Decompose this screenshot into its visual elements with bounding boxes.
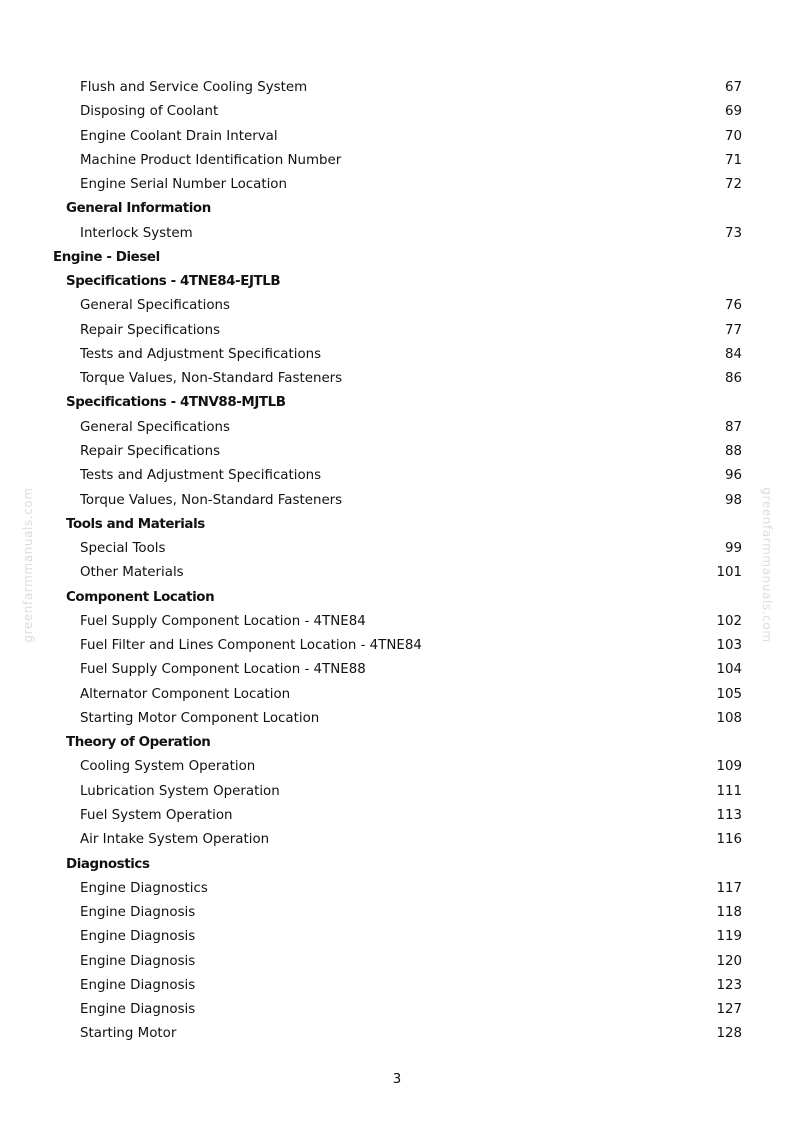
toc-entry-title: Fuel System Operation bbox=[80, 807, 233, 823]
toc-entry-page: 113 bbox=[716, 807, 742, 823]
toc-entry-title: Torque Values, Non-Standard Fasteners bbox=[80, 371, 343, 387]
toc-entry-page: 105 bbox=[716, 686, 742, 702]
toc-entry-title: Air Intake System Operation bbox=[80, 832, 270, 848]
toc-entry[interactable] bbox=[0, 707, 794, 731]
toc-entry-page: 86 bbox=[724, 371, 742, 387]
toc-section-heading bbox=[0, 270, 794, 294]
toc-entry[interactable] bbox=[0, 804, 794, 828]
toc-entry-title: Specifications - 4TNE84-EJTLB bbox=[66, 274, 281, 290]
toc-entry-title: Tools and Materials bbox=[66, 516, 205, 532]
watermark-right: greenfarmmanuals.com bbox=[760, 487, 774, 643]
toc-entry-page: 69 bbox=[724, 104, 742, 120]
toc-entry[interactable] bbox=[0, 173, 794, 197]
toc-entry[interactable] bbox=[0, 149, 794, 173]
toc-entry[interactable] bbox=[0, 561, 794, 585]
toc-entry[interactable] bbox=[0, 464, 794, 488]
toc-entry[interactable] bbox=[0, 683, 794, 707]
toc-entry-page: 77 bbox=[724, 322, 742, 338]
toc-entry[interactable] bbox=[0, 877, 794, 901]
toc-entry-page: 111 bbox=[716, 783, 742, 799]
toc-entry-page: 116 bbox=[716, 832, 742, 848]
toc-entry-title: Component Location bbox=[66, 589, 215, 605]
toc-entry[interactable] bbox=[0, 755, 794, 779]
toc-entry-page: 84 bbox=[724, 346, 742, 362]
toc-entry-page: 108 bbox=[716, 710, 742, 726]
toc-entry[interactable] bbox=[0, 634, 794, 658]
toc-entry-title: Fuel Supply Component Location - 4TNE88 bbox=[80, 662, 366, 678]
toc-entry-page: 103 bbox=[716, 638, 742, 654]
watermark-left: greenfarmmanuals.com bbox=[21, 487, 35, 643]
toc-entry-title: Cooling System Operation bbox=[80, 759, 256, 775]
toc-entry-title: Other Materials bbox=[80, 565, 184, 581]
toc-entry-page: 127 bbox=[716, 1002, 742, 1018]
toc-entry[interactable] bbox=[0, 222, 794, 246]
toc-entry-page: 101 bbox=[716, 565, 742, 581]
toc-entry-title: Tests and Adjustment Specifications bbox=[80, 346, 322, 362]
toc-entry-title: Diagnostics bbox=[66, 856, 150, 872]
toc-entry-title: Engine - Diesel bbox=[53, 249, 160, 265]
toc-entry-title: Engine Serial Number Location bbox=[80, 177, 287, 193]
toc-entry[interactable] bbox=[0, 610, 794, 634]
toc-entry[interactable] bbox=[0, 901, 794, 925]
toc-entry-page: 102 bbox=[716, 613, 742, 629]
toc-entry-page: 104 bbox=[716, 662, 742, 678]
toc-entry-title: Special Tools bbox=[80, 541, 166, 557]
toc-entry-page: 72 bbox=[724, 177, 742, 193]
toc-section-heading bbox=[0, 586, 794, 610]
toc-entry[interactable] bbox=[0, 416, 794, 440]
toc-entry-title: Lubrication System Operation bbox=[80, 783, 280, 799]
toc-entry-title: General Specifications bbox=[80, 298, 230, 314]
toc-entry-title: General Information bbox=[66, 201, 211, 217]
toc-entry-page: 117 bbox=[716, 880, 742, 896]
toc-entry[interactable] bbox=[0, 537, 794, 561]
toc-entry[interactable] bbox=[0, 489, 794, 513]
toc-entry-title: Engine Diagnostics bbox=[80, 880, 208, 896]
toc-entry[interactable] bbox=[0, 343, 794, 367]
toc-entry[interactable] bbox=[0, 658, 794, 682]
toc-entry-page: 67 bbox=[724, 80, 742, 95]
toc-entry-title: Fuel Supply Component Location - 4TNE84 bbox=[80, 613, 366, 629]
toc-entry-title: Flush and Service Cooling System bbox=[80, 80, 308, 95]
toc-entry-page: 96 bbox=[724, 468, 742, 484]
toc-entry-title: Torque Values, Non-Standard Fasteners bbox=[80, 492, 343, 508]
toc-entry-title: Engine Diagnosis bbox=[80, 905, 196, 921]
toc-entry-page: 73 bbox=[724, 225, 742, 241]
toc-entry-page: 123 bbox=[716, 977, 742, 993]
toc-entry-page: 109 bbox=[716, 759, 742, 775]
toc-entry[interactable] bbox=[0, 925, 794, 949]
toc-entry-title: Starting Motor bbox=[80, 1026, 177, 1042]
toc-section-heading bbox=[0, 731, 794, 755]
toc-entry-title: Engine Diagnosis bbox=[80, 929, 196, 945]
toc-entry-page: 118 bbox=[716, 905, 742, 921]
toc-entry-title: Tests and Adjustment Specifications bbox=[80, 468, 322, 484]
toc-entry-title: Repair Specifications bbox=[80, 443, 221, 459]
toc-entry-title: Alternator Component Location bbox=[80, 686, 291, 702]
toc-entry[interactable] bbox=[0, 974, 794, 998]
toc-entry-page: 70 bbox=[724, 128, 742, 144]
toc-entry-page: 98 bbox=[724, 492, 742, 508]
toc-entry-title: Engine Diagnosis bbox=[80, 953, 196, 969]
toc-entry-page: 76 bbox=[724, 298, 742, 314]
toc-entry-page: 71 bbox=[724, 152, 742, 168]
toc-entry-title: Starting Motor Component Location bbox=[80, 710, 320, 726]
toc-entry[interactable] bbox=[0, 76, 794, 100]
toc-entry-title: Engine Diagnosis bbox=[80, 977, 196, 993]
toc-entry-title: Specifications - 4TNV88-MJTLB bbox=[66, 395, 286, 411]
toc-entry[interactable] bbox=[0, 125, 794, 149]
toc-entry[interactable] bbox=[0, 294, 794, 318]
toc-entry-title: Repair Specifications bbox=[80, 322, 221, 338]
toc-entry-title: Engine Coolant Drain Interval bbox=[80, 128, 278, 144]
toc-entry-page: 119 bbox=[716, 929, 742, 945]
toc-entry-page: 128 bbox=[716, 1026, 742, 1042]
toc-entry[interactable] bbox=[0, 780, 794, 804]
toc-section-heading bbox=[0, 246, 794, 270]
toc-entry[interactable] bbox=[0, 950, 794, 974]
toc-entry-page: 87 bbox=[724, 419, 742, 435]
toc-section-heading bbox=[0, 853, 794, 877]
toc-section-heading bbox=[0, 197, 794, 221]
toc-entry-page: 88 bbox=[724, 443, 742, 459]
toc-entry-title: General Specifications bbox=[80, 419, 230, 435]
toc-entry-page: 120 bbox=[716, 953, 742, 969]
toc-entry[interactable] bbox=[0, 367, 794, 391]
table-of-contents bbox=[0, 76, 794, 1047]
toc-entry-title: Engine Diagnosis bbox=[80, 1002, 196, 1018]
toc-entry[interactable] bbox=[0, 998, 794, 1022]
toc-entry[interactable] bbox=[0, 1022, 794, 1046]
toc-entry-title: Theory of Operation bbox=[66, 735, 211, 751]
toc-section-heading bbox=[0, 391, 794, 415]
toc-entry-title: Fuel Filter and Lines Component Location - 4TNE84 bbox=[80, 638, 422, 654]
toc-section-heading bbox=[0, 513, 794, 537]
toc-entry[interactable] bbox=[0, 440, 794, 464]
toc-entry-title: Interlock System bbox=[80, 225, 193, 241]
page-number: 3 bbox=[392, 1072, 402, 1087]
toc-entry-page: 99 bbox=[724, 541, 742, 557]
toc-entry-title: Disposing of Coolant bbox=[80, 104, 219, 120]
toc-entry[interactable] bbox=[0, 100, 794, 124]
toc-entry[interactable] bbox=[0, 828, 794, 852]
toc-entry[interactable] bbox=[0, 319, 794, 343]
toc-entry-title: Machine Product Identification Number bbox=[80, 152, 342, 168]
